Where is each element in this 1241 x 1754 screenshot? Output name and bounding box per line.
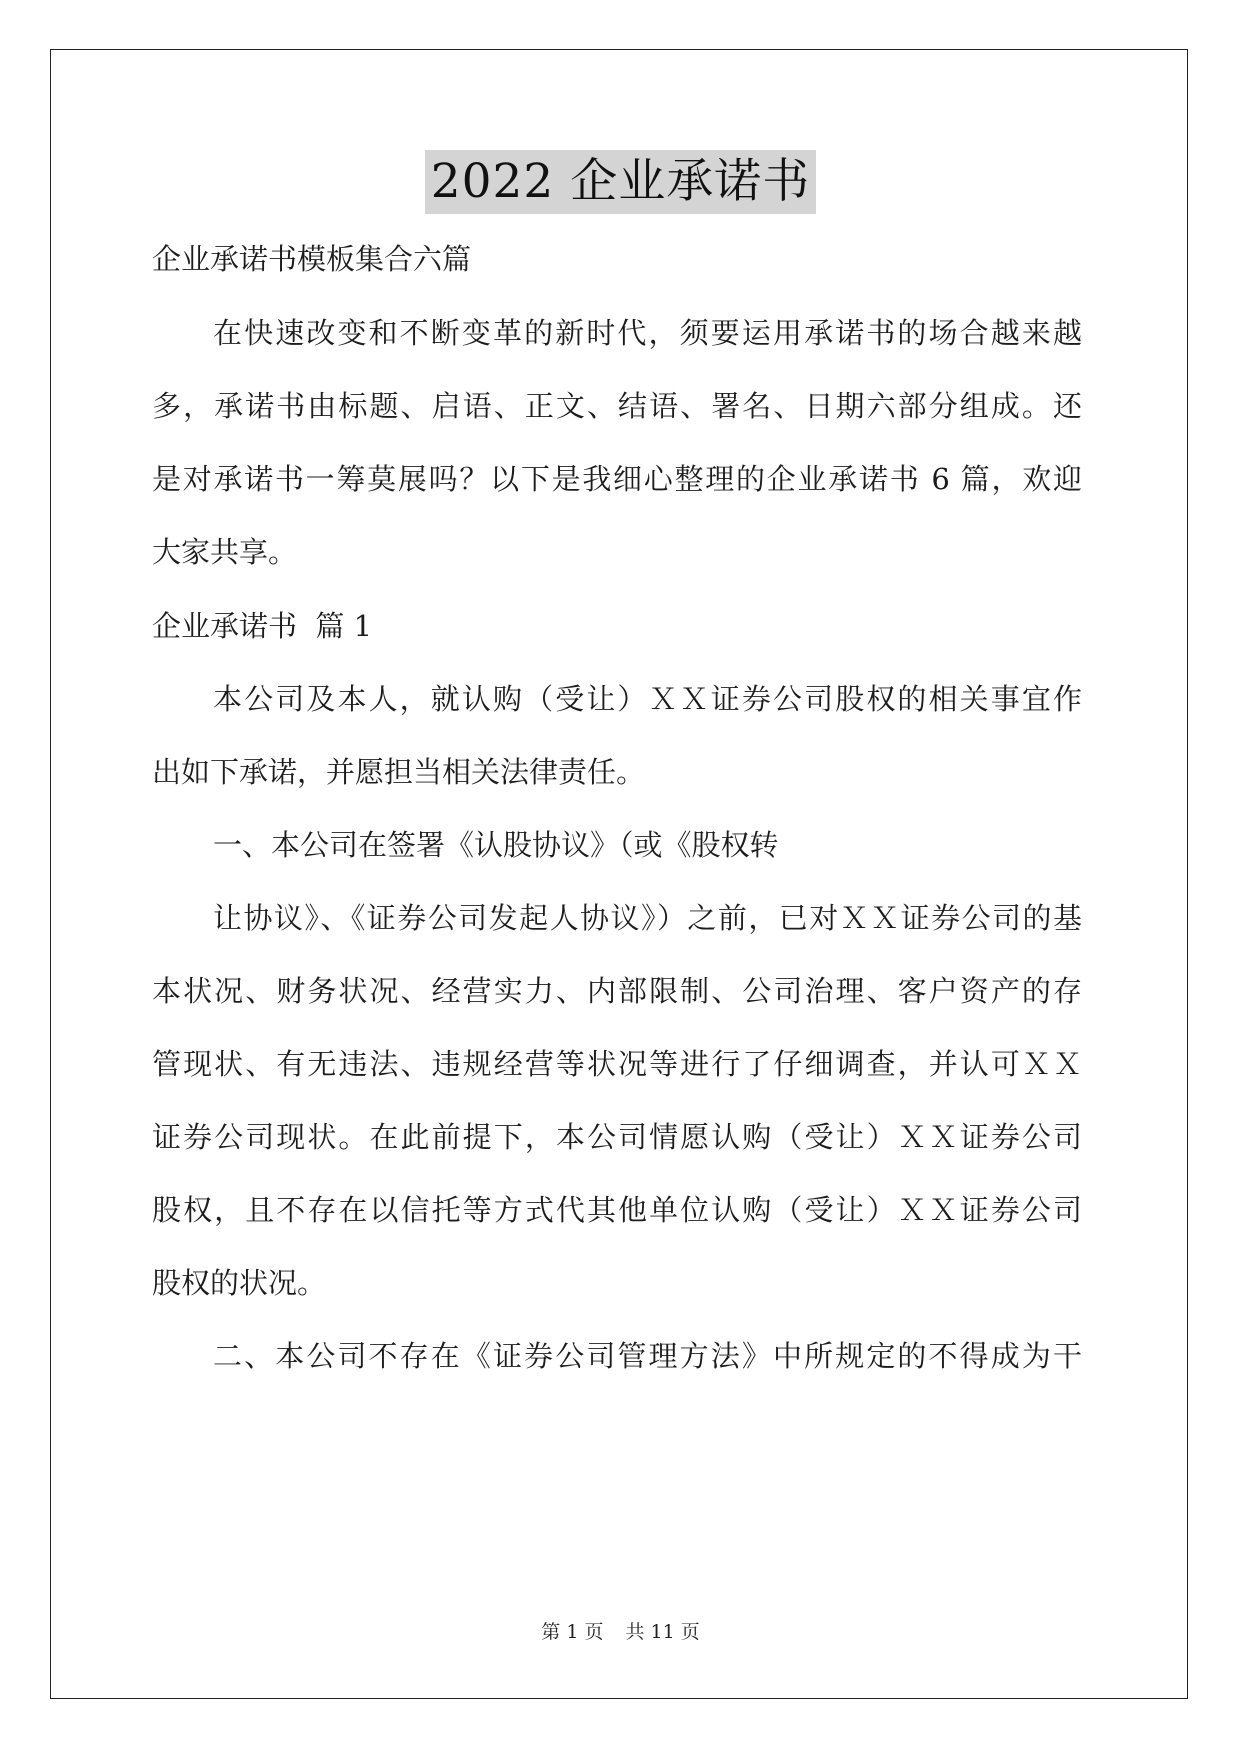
item1-line-2: 本状况、财务状况、经营实力、内部限制、公司治理、客户资产的存 — [152, 974, 1082, 1008]
item1-line-6: 股权的状况。 — [152, 1266, 327, 1300]
intro-line-3: 是对承诺书一筹莫展吗？以下是我细心整理的企业承诺书 6 篇，欢迎 — [152, 462, 1082, 496]
page-border — [50, 49, 1188, 1699]
item1-line-4: 证券公司现状。在此前提下，本公司情愿认购（受让）ＸＸ证券公司 — [152, 1120, 1082, 1154]
page-footer — [0, 1620, 1241, 1644]
intro-line-4: 大家共享。 — [152, 535, 298, 569]
intro-line-2: 多，承诺书由标题、启语、正文、结语、署名、日期六部分组成。还 — [152, 389, 1082, 423]
page-number: 第 1 页 — [541, 1621, 604, 1643]
item2-first-line: 二、本公司不存在《证券公司管理方法》中所规定的不得成为干 — [213, 1339, 1082, 1373]
intro-line-1: 在快速改变和不断变革的新时代，须要运用承诺书的场合越来越 — [213, 316, 1082, 350]
para1-line-2: 出如下承诺，并愿担当相关法律责任。 — [152, 755, 646, 789]
item1-line-5: 股权，且不存在以信托等方式代其他单位认购（受让）ＸＸ证券公司 — [152, 1193, 1082, 1227]
section-heading: 企业承诺书 篇 1 — [152, 609, 373, 643]
document-title: 2022 企业承诺书 — [425, 150, 817, 214]
subtitle: 企业承诺书模板集合六篇 — [152, 242, 472, 276]
item1-line-3: 管现状、有无违法、违规经营等状况等进行了仔细调查，并认可ＸＸ — [152, 1047, 1082, 1081]
page-total: 共 11 页 — [625, 1621, 700, 1643]
title-container — [0, 150, 1241, 214]
item1-first-line: 一、本公司在签署《认股协议》（或《股权转 — [213, 828, 779, 862]
para1-line-1: 本公司及本人，就认购（受让）ＸＸ证券公司股权的相关事宜作 — [213, 682, 1082, 716]
item1-line-1: 让协议》、《证券公司发起人协议》）之前，已对ＸＸ证券公司的基 — [213, 901, 1082, 935]
